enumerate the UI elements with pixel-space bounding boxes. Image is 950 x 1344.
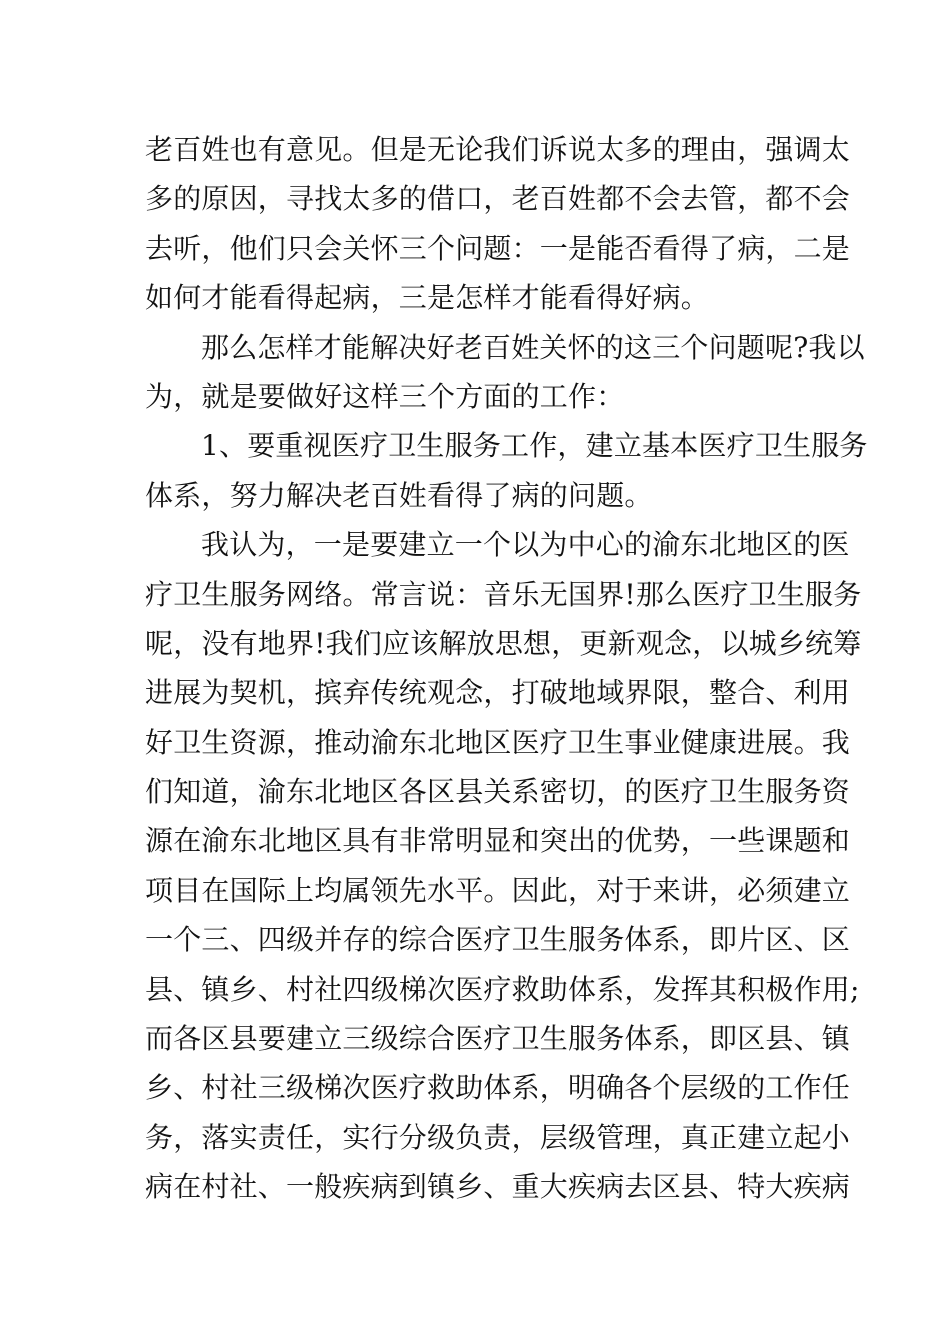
text-line: 而各区县要建立三级综合医疗卫生服务体系，即区县、镇 <box>145 1022 851 1056</box>
text-line: 县、镇乡、村社四级梯次医疗救助体系，发挥其积极作用; <box>145 972 860 1006</box>
text-line: 进展为契机，摈弃传统观念，打破地域界限，整合、利用 <box>145 676 851 710</box>
text-line: 体系，努力解决老百姓看得了病的问题。 <box>145 478 653 512</box>
paragraph-first-line: 我认为，一是要建立一个以为中心的渝东北地区的医 <box>201 528 850 562</box>
text-line: 多的原因，寻找太多的借口，老百姓都不会去管，都不会 <box>145 182 851 216</box>
text-line: 如何才能看得起病，三是怎样才能看得好病。 <box>145 281 710 315</box>
text-line: 老百姓也有意见。但是无论我们诉说太多的理由，强调太 <box>145 133 851 166</box>
text-line: 呢，没有地界!我们应该解放思想，更新观念，以城乡统筹 <box>145 626 862 660</box>
text-line: 疗卫生服务网络。常言说：音乐无国界!那么医疗卫生服务 <box>145 577 862 611</box>
paragraph-first-line: 那么怎样才能解决好老百姓关怀的这三个问题呢?我以 <box>201 330 865 364</box>
text-line: 病在村社、一般疾病到镇乡、重大疾病去区县、特大疾病 <box>145 1170 851 1204</box>
text-line: 一个三、四级并存的综合医疗卫生服务体系，即片区、区 <box>145 923 851 957</box>
text-line: 为，就是要做好这样三个方面的工作： <box>145 379 625 413</box>
text-line: 去听，他们只会关怀三个问题：一是能否看得了病，二是 <box>145 231 851 265</box>
body-text <box>145 125 868 1212</box>
text-line: 源在渝东北地区具有非常明显和突出的优势，一些课题和 <box>145 824 851 858</box>
text-line: 乡、村社三级梯次医疗救助体系，明确各个层级的工作任 <box>145 1071 851 1105</box>
text-line: 项目在国际上均属领先水平。因此，对于来讲，必须建立 <box>145 873 851 907</box>
text-line: 务，落实责任，实行分级负责，层级管理，真正建立起小 <box>145 1120 851 1154</box>
text-line: 好卫生资源，推动渝东北地区医疗卫生事业健康进展。我 <box>145 725 851 759</box>
text-line: 们知道，渝东北地区各区县关系密切，的医疗卫生服务资 <box>145 775 851 809</box>
paragraph-first-line: 1、要重视医疗卫生服务工作，建立基本医疗卫生服务 <box>201 429 868 463</box>
